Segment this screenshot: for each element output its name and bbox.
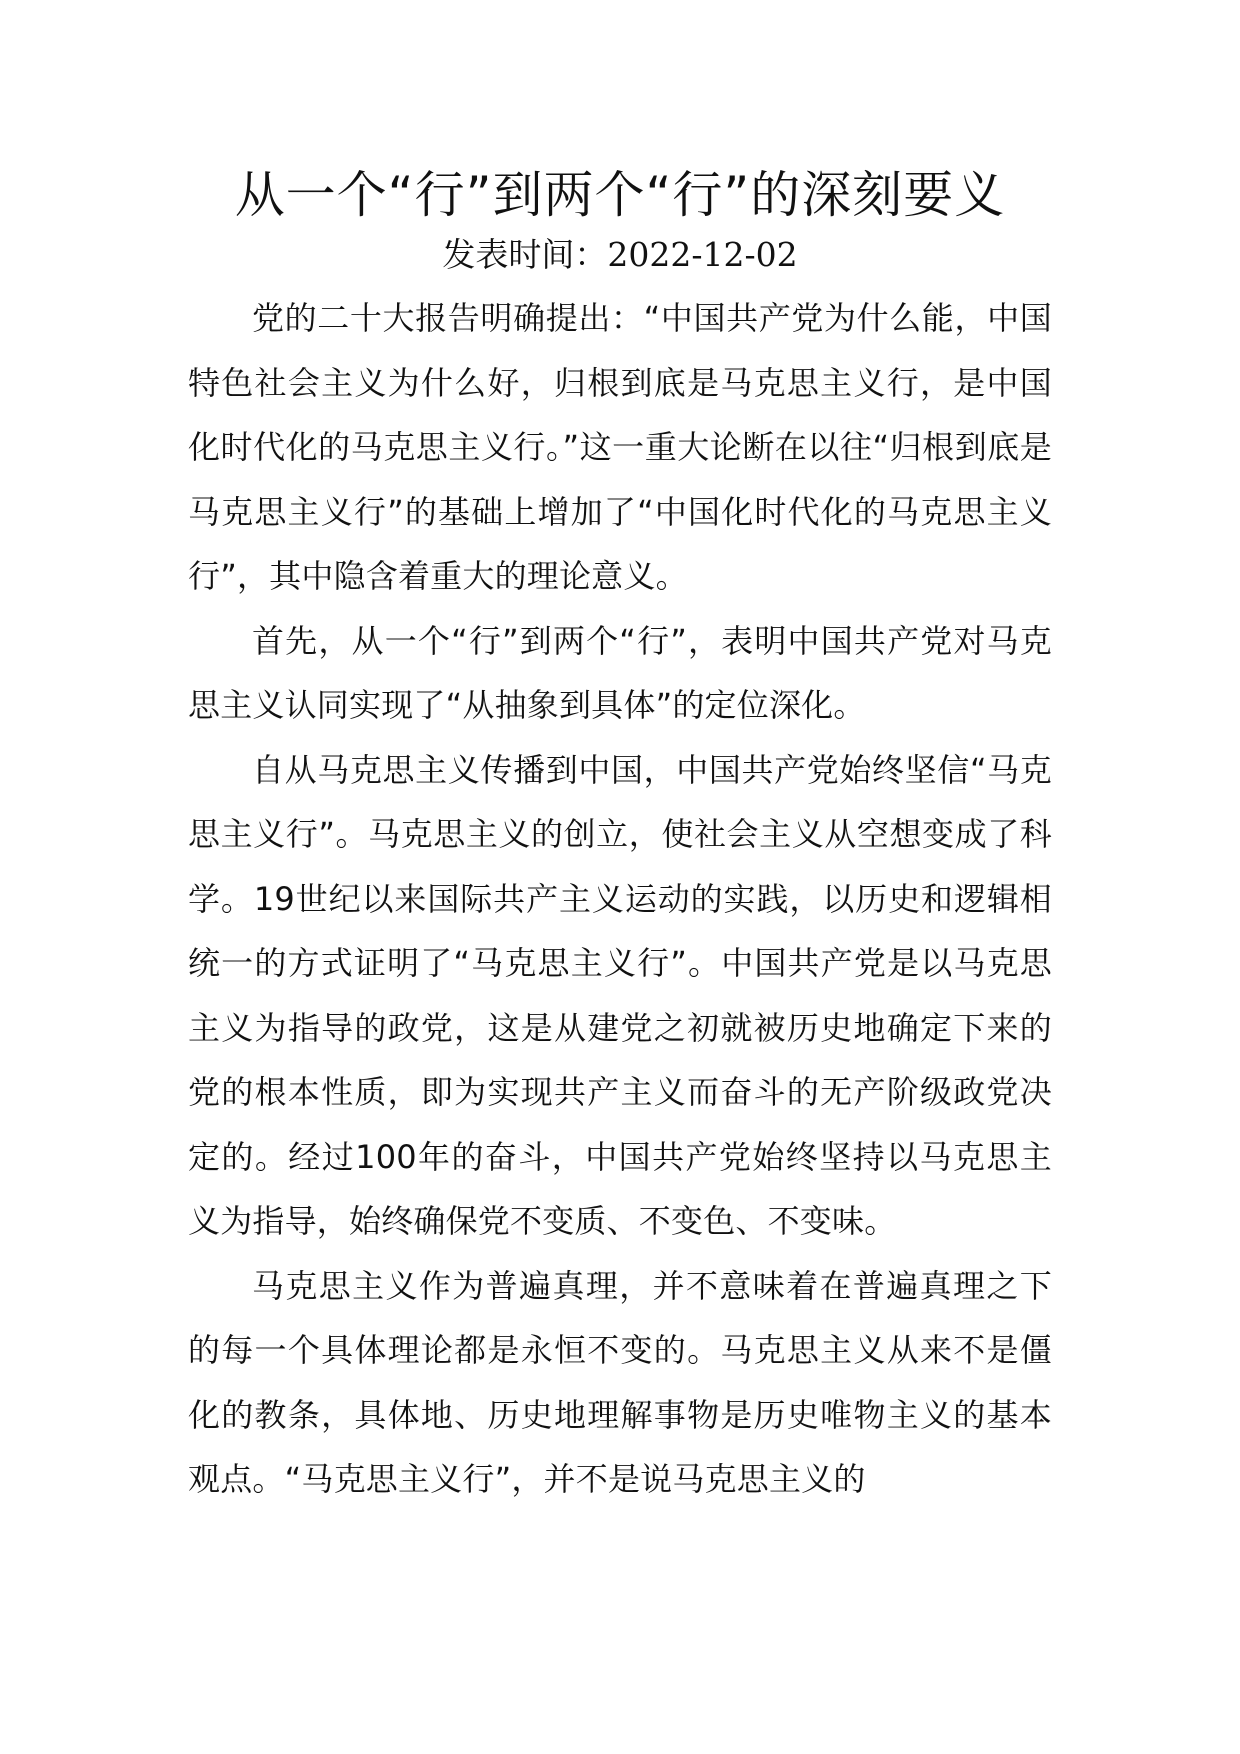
paragraph: 马克思主义作为普遍真理，并不意味着在普遍真理之下的每一个具体理论都是永恒不变的。马克思主义从来不是僵化的教条，具体地、历史地理解事物是历史唯物主义的基本观点。“马克思主义行”，并不是说马克思主义的 — [188, 1266, 1052, 1498]
paragraph: 党的二十大报告明确提出：“中国共产党为什么能，中国特色社会主义为什么好，归根到底是马克思主义行，是中国化时代化的马克思主义行。”这一重大论断在以往“归根到底是马克思主义行”的基础上增加了“中国化时代化的马克思主义行”，其中隐含着重大的理论意义。 — [188, 299, 1052, 595]
document-title: 从一个“行”到两个“行”的深刻要义 — [234, 166, 1006, 224]
publish-date: 发表时间：2022-12-02 — [442, 235, 798, 274]
paragraph: 自从马克思主义传播到中国，中国共产党始终坚信“马克思主义行”。马克思主义的创立，使社会主义从空想变成了科学。19世纪以来国际共产主义运动的实践，以历史和逻辑相统一的方式证明了“马克思主义行”。中国共产党是以马克思主义为指导的政党，这是从建党之初就被历史地确定下来的党的根本性质，即为实现共产主义而奋斗的无产阶级政党决定的。经过100年的奋斗，中国共产党始终坚持以马克思主义为指导，始终确保党不变质、不变色、不变味。 — [188, 750, 1052, 1240]
paragraph: 首先，从一个“行”到两个“行”，表明中国共产党对马克思主义认同实现了“从抽象到具体”的定位深化。 — [188, 621, 1052, 724]
document-body — [188, 160, 1052, 1512]
